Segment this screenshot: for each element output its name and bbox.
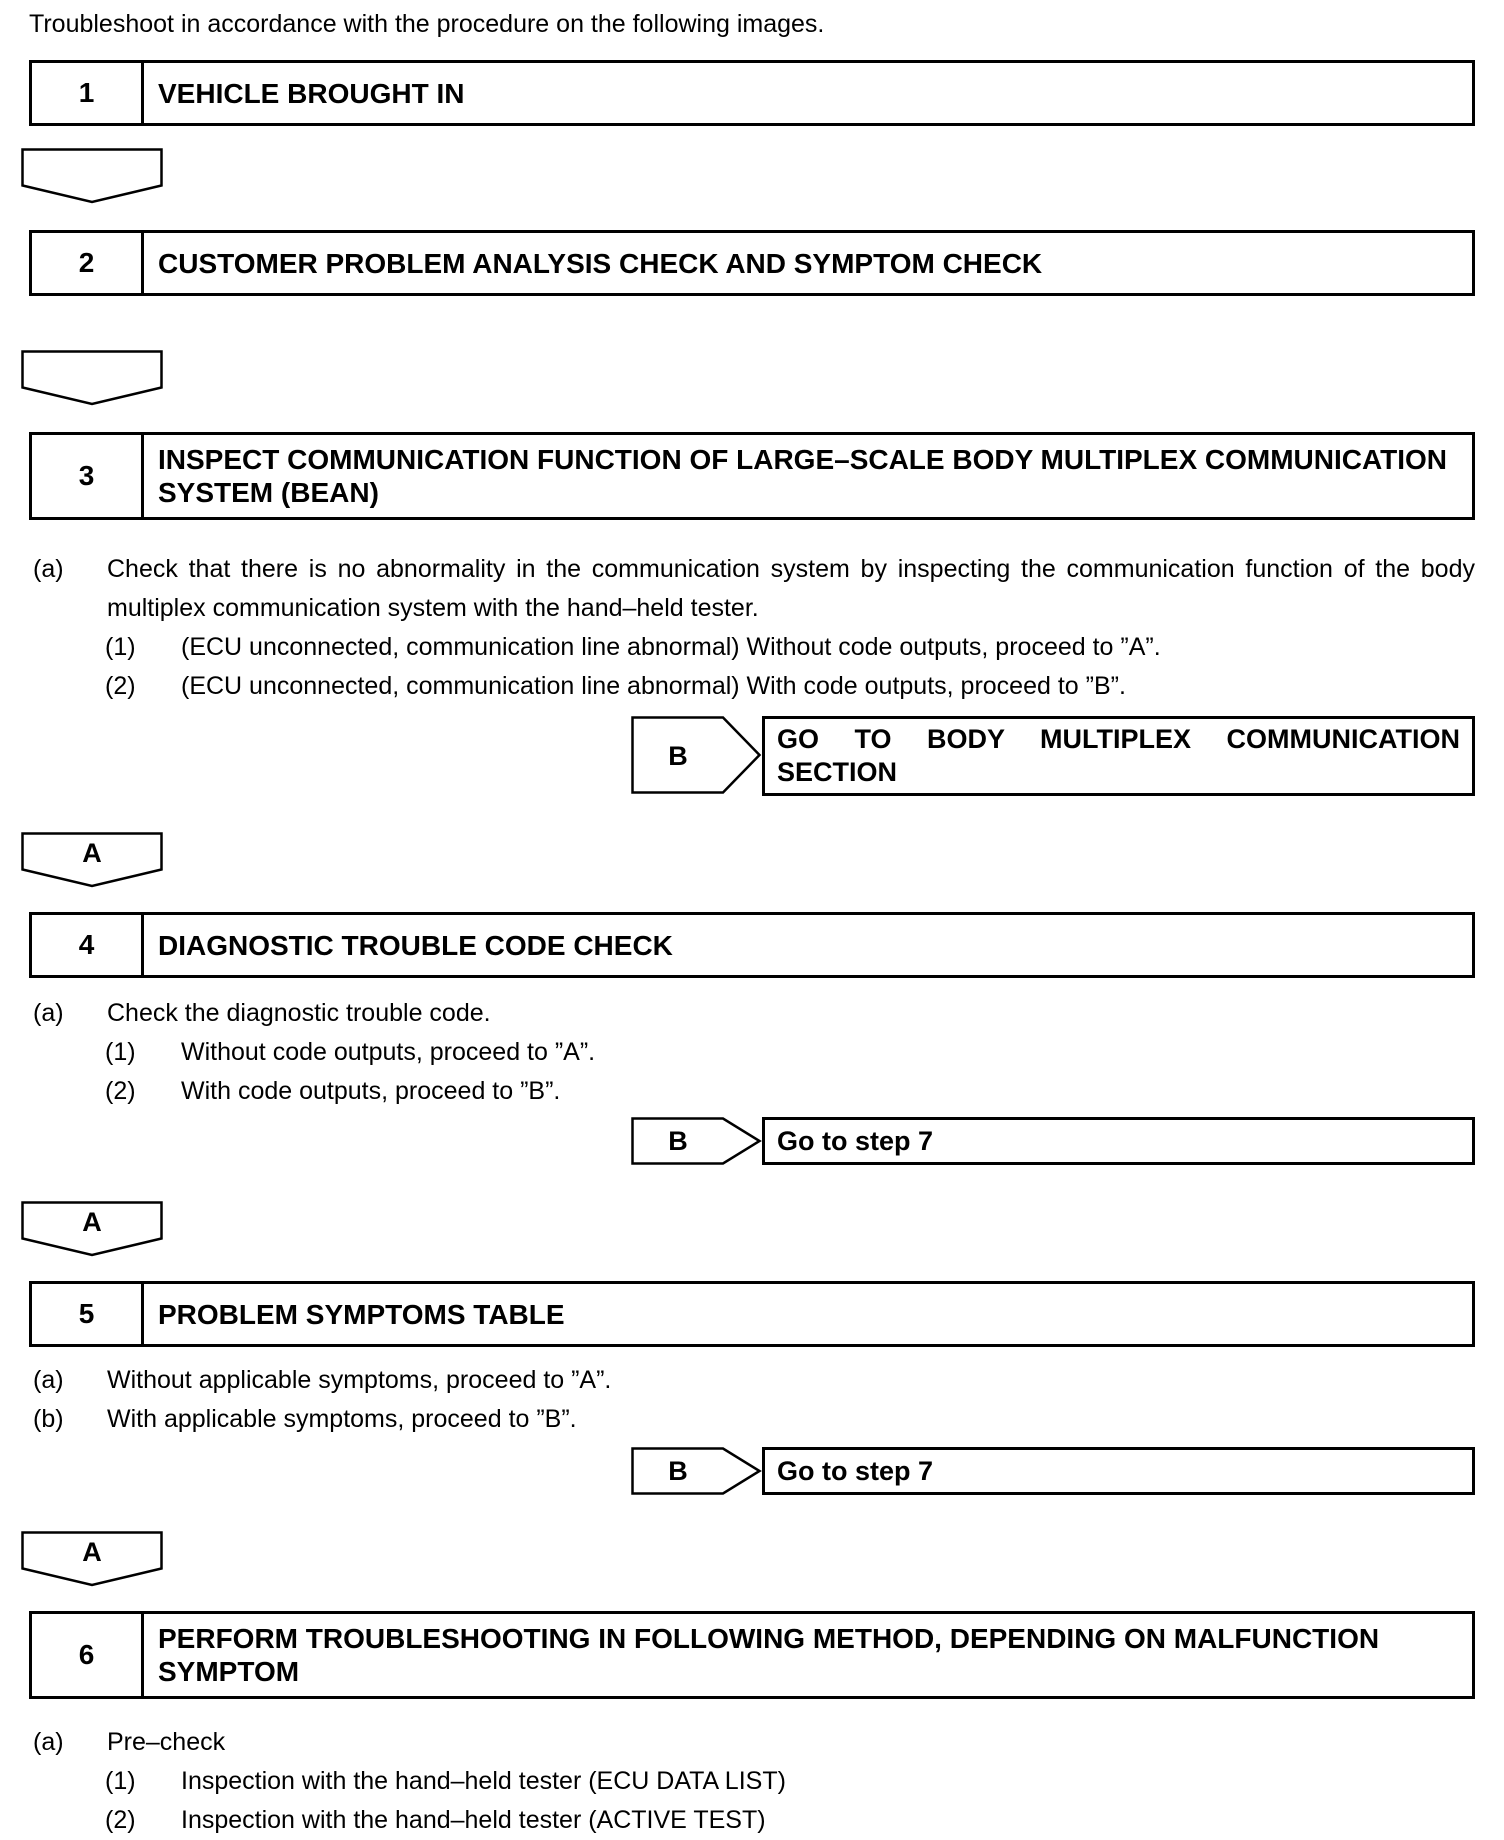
note-label: (a) — [33, 555, 64, 583]
step-4-box — [29, 912, 1475, 978]
step-4-branch-result: Go to step 7 — [762, 1117, 1475, 1165]
intro-text: Troubleshoot in accordance with the procedure on the following images. — [29, 10, 825, 38]
step-6-title: PERFORM TROUBLESHOOTING IN FOLLOWING METHOD, DEPENDING ON MALFUNCTION SYMPTOM — [158, 1623, 1380, 1687]
step-5-box — [29, 1281, 1475, 1347]
step-4-number: 4 — [32, 915, 144, 975]
connector-a-label: A — [82, 838, 102, 868]
flow-connector-after-step-1 — [21, 148, 163, 204]
step-6-number: 6 — [32, 1614, 144, 1696]
note-item-a — [33, 994, 1475, 1033]
step-1-title: VEHICLE BROUGHT IN — [158, 77, 465, 109]
flow-connector-after-step-2 — [21, 350, 163, 406]
note-subitem-1 — [105, 1033, 1475, 1072]
note-label: (2) — [105, 1077, 136, 1105]
step-4-notes — [33, 994, 1475, 1111]
step-5-notes — [33, 1361, 1475, 1439]
note-label: (b) — [33, 1405, 64, 1433]
step-1-box — [29, 60, 1475, 126]
branch-letter: B — [668, 1456, 688, 1486]
connector-a-label: A — [82, 1207, 102, 1237]
note-subitem-2 — [105, 1801, 1475, 1840]
note-text: Inspection with the hand–held tester (ACTIVE TEST) — [181, 1806, 766, 1834]
note-text: Without applicable symptoms, proceed to ”A”. — [107, 1366, 612, 1394]
step-4-title: DIAGNOSTIC TROUBLE CODE CHECK — [158, 929, 673, 961]
note-text: Without code outputs, proceed to ”A”. — [181, 1038, 596, 1066]
step-5-branch-b — [631, 1447, 1475, 1495]
right-arrow-icon — [631, 1117, 762, 1165]
right-arrow-icon — [631, 716, 762, 794]
note-label: (1) — [105, 1767, 136, 1795]
note-subitem-1 — [105, 1762, 1475, 1801]
note-label: (2) — [105, 672, 136, 700]
step-6-notes — [33, 1723, 1475, 1840]
right-arrow-icon — [631, 1447, 762, 1495]
step-1-number: 1 — [32, 63, 144, 123]
note-text: With code outputs, proceed to ”B”. — [181, 1077, 561, 1105]
note-text: (ECU unconnected, communication line abnormal) Without code outputs, proceed to ”A”. — [181, 633, 1161, 661]
step-2-box — [29, 230, 1475, 296]
connector-a-label: A — [82, 1537, 102, 1567]
step-3-branch-result: GO TO BODY MULTIPLEX COMMUNICATION SECTION — [762, 716, 1475, 796]
note-label: (a) — [33, 1728, 64, 1756]
note-item-b — [33, 1400, 1475, 1439]
step-3-box — [29, 432, 1475, 520]
step-3-number: 3 — [32, 435, 144, 517]
step-6-box — [29, 1611, 1475, 1699]
note-text: Check that there is no abnormality in the communication system by inspecting the communication function of the body multiplex communication system with the hand–held tester. — [107, 555, 1475, 622]
note-item-a — [33, 1361, 1475, 1400]
branch-letter: B — [668, 741, 688, 771]
step-3-branch-b — [631, 716, 1475, 796]
note-text: Inspection with the hand–held tester (ECU DATA LIST) — [181, 1767, 786, 1795]
note-item-a — [33, 550, 1475, 628]
step-2-number: 2 — [32, 233, 144, 293]
down-connector-icon — [21, 148, 163, 204]
note-label: (1) — [105, 1038, 136, 1066]
branch-letter: B — [668, 1126, 688, 1156]
step-2-title: CUSTOMER PROBLEM ANALYSIS CHECK AND SYMPTOM CHECK — [158, 247, 1043, 279]
down-connector-icon — [21, 350, 163, 406]
note-label: (a) — [33, 1366, 64, 1394]
note-text: Pre–check — [107, 1728, 226, 1756]
note-label: (a) — [33, 999, 64, 1027]
note-label: (2) — [105, 1806, 136, 1834]
step-5-number: 5 — [32, 1284, 144, 1344]
step-3-title: INSPECT COMMUNICATION FUNCTION OF LARGE–SCALE BODY MULTIPLEX COMMUNICATION SYSTEM (BEAN) — [158, 444, 1448, 508]
step-5-title: PROBLEM SYMPTOMS TABLE — [158, 1298, 565, 1330]
note-item-a — [33, 1723, 1475, 1762]
note-text: (ECU unconnected, communication line abnormal) With code outputs, proceed to ”B”. — [181, 672, 1126, 700]
note-label: (1) — [105, 633, 136, 661]
flow-connector-a-before-step-6 — [21, 1531, 163, 1587]
note-subitem-1 — [105, 628, 1475, 667]
note-subitem-2 — [105, 1072, 1475, 1111]
flow-connector-a-before-step-4 — [21, 832, 163, 888]
flow-connector-a-before-step-5 — [21, 1201, 163, 1257]
step-4-branch-b — [631, 1117, 1475, 1165]
step-5-branch-result: Go to step 7 — [762, 1447, 1475, 1495]
step-3-notes — [33, 550, 1475, 706]
note-text: Check the diagnostic trouble code. — [107, 999, 491, 1027]
note-text: With applicable symptoms, proceed to ”B”. — [107, 1405, 577, 1433]
note-subitem-2 — [105, 667, 1475, 706]
